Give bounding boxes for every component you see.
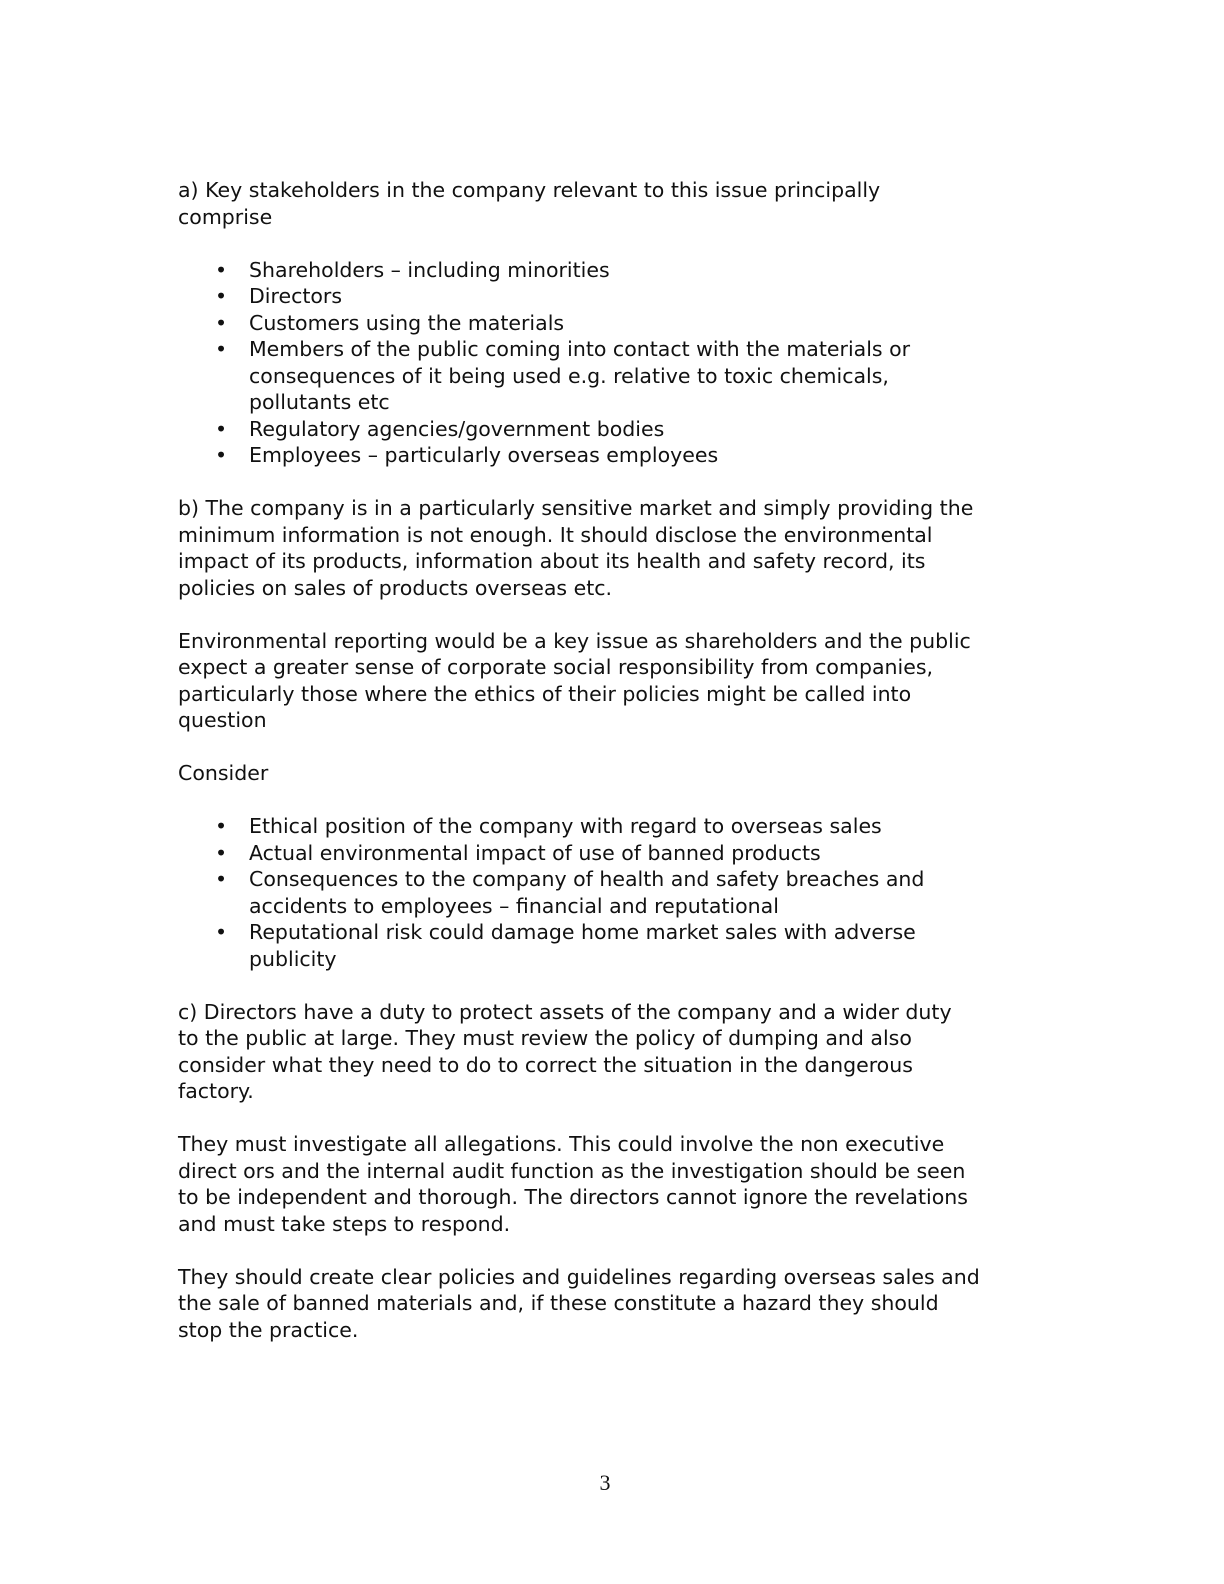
list-item xyxy=(178,866,1048,919)
section-c-paragraph-2: They must investigate all allegations. This could involve the non executive direct ors and the internal audit function as the investigation should be seen to be independent and thorough. The directors cannot ignore the revelations and must take steps to respond. xyxy=(178,1132,968,1236)
bullet-icon: • xyxy=(215,337,228,361)
list-item-text: Reputational risk could damage home market sales with adverse publicity xyxy=(249,920,916,971)
bullet-icon: • xyxy=(215,284,228,308)
section-a-intro: a) Key stakeholders in the company relevant to this issue principally comprise xyxy=(178,178,881,229)
bullet-icon: • xyxy=(215,416,228,441)
section-c-paragraph-3: They should create clear policies and guidelines regarding overseas sales and the sale of banned materials and, if these constitute a hazard they should stop the practice. xyxy=(178,1264,980,1342)
consider-label: Consider xyxy=(178,761,269,785)
list-item xyxy=(178,416,1048,443)
bullet-icon: • xyxy=(215,257,228,282)
list-item-text: Consequences to the company of health and safety breaches and accidents to employees – financial and reputational xyxy=(249,867,925,918)
section-b-paragraph-2: Environmental reporting would be a key issue as shareholders and the public expect a greater sense of corporate social responsibility from companies, particularly those where the ethics of their policies might be called into question xyxy=(178,628,971,732)
consider-list xyxy=(178,813,1048,972)
bullet-icon: • xyxy=(215,310,228,335)
list-item xyxy=(178,840,1048,867)
bullet-icon: • xyxy=(215,814,228,838)
bullet-icon: • xyxy=(215,443,228,467)
list-item xyxy=(178,283,1048,310)
list-item xyxy=(178,919,1048,972)
list-item xyxy=(178,813,1048,840)
bullet-icon: • xyxy=(215,840,228,865)
list-item-text: Directors xyxy=(249,284,343,308)
list-item xyxy=(178,310,1048,337)
page-number: 3 xyxy=(599,1470,611,1495)
list-item-text: Ethical position of the company with regard to overseas sales xyxy=(249,814,882,838)
stakeholder-list xyxy=(178,257,1048,469)
section-b-paragraph-1: b) The company is in a particularly sensitive market and simply providing the minimum information is not enough. It should disclose the environmental impact of its products, information about its health and safety record, its policies on sales of products overseas etc. xyxy=(178,496,974,600)
list-item xyxy=(178,257,1048,284)
list-item-text: Regulatory agencies/government bodies xyxy=(249,416,665,441)
bullet-icon: • xyxy=(215,920,228,944)
list-item-text: Employees – particularly overseas employees xyxy=(249,443,719,467)
list-item-text: Customers using the materials xyxy=(249,310,565,335)
list-item-text: Actual environmental impact of use of banned products xyxy=(249,840,821,865)
section-c-paragraph-1: c) Directors have a duty to protect assets of the company and a wider duty to the public at large. They must review the policy of dumping and also consider what they need to do to correct the situation in the dangerous factory. xyxy=(178,999,952,1103)
bullet-icon: • xyxy=(215,867,228,891)
list-item xyxy=(178,442,1048,469)
list-item-text: Members of the public coming into contact with the materials or consequences of it being used e.g. relative to toxic chemicals, pollutants etc xyxy=(249,337,911,414)
list-item-text: Shareholders – including minorities xyxy=(249,257,610,282)
document-body xyxy=(178,177,1048,1370)
list-item xyxy=(178,336,1048,416)
